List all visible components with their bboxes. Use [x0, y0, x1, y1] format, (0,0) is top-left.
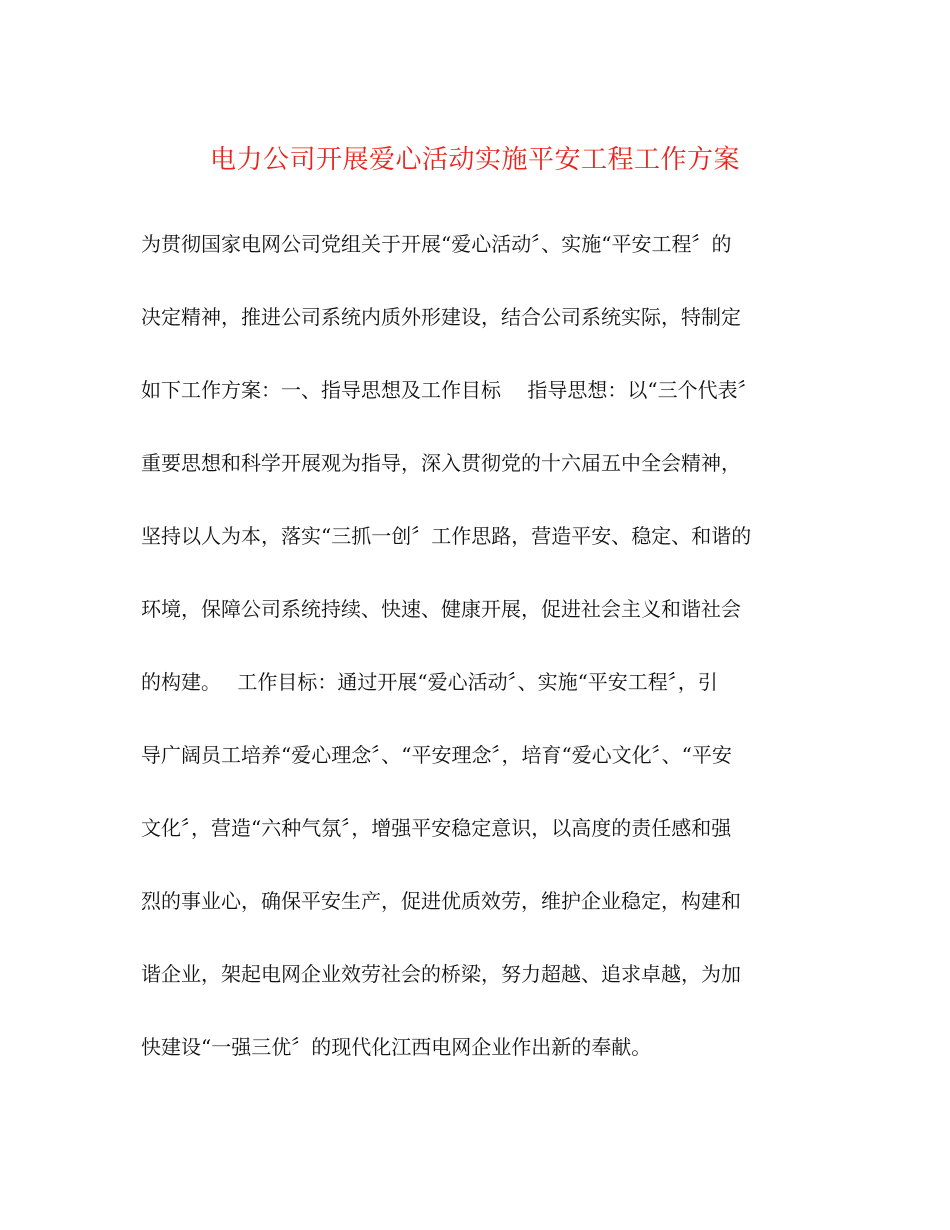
body-line-6: 环境，保障公司系统持续、快速、健康开展，促进社会主义和谐社会	[141, 597, 741, 621]
body-line-1: 为贯彻国家电网公司党组关于开展“爱心活动〞、实施“平安工程〞的	[141, 232, 732, 256]
body-line-10: 烈的事业心，确保平安生产，促进优质效劳，维护企业稳定，构建和	[141, 889, 741, 913]
body-line-8: 导广阔员工培养“爱心理念〞、“平安理念〞，培育“爱心文化〞、“平安	[141, 743, 732, 767]
document-title: 电力公司开展爱心活动实施平安工程工作方案	[209, 145, 740, 175]
document-body	[141, 226, 831, 1102]
body-line-4: 重要思想和科学开展观为指导，深入贯彻党的十六届五中全会精神，	[141, 451, 741, 475]
body-line-5: 坚持以人为本，落实“三抓一创〞工作思路，营造平安、稳定、和谐的	[141, 524, 752, 548]
body-line-2: 决定精神，推进公司系统内质外形建设，结合公司系统实际，特制定	[141, 305, 741, 329]
body-line-12: 快建设“一强三优〞的现代化江西电网企业作出新的奉献。	[141, 1035, 652, 1059]
body-line-9: 文化〞，营造“六种气氛〞，增强平安稳定意识，以高度的责任感和强	[141, 816, 732, 840]
body-line-3: 如下工作方案：一、指导思想及工作目标 指导思想：以“三个代表〞	[141, 378, 758, 402]
body-line-11: 谐企业，架起电网企业效劳社会的桥梁，努力超越、追求卓越，为加	[141, 962, 741, 986]
body-line-7: 的构建。 工作目标：通过开展“爱心活动〞、实施“平安工程〞，引	[141, 670, 718, 694]
